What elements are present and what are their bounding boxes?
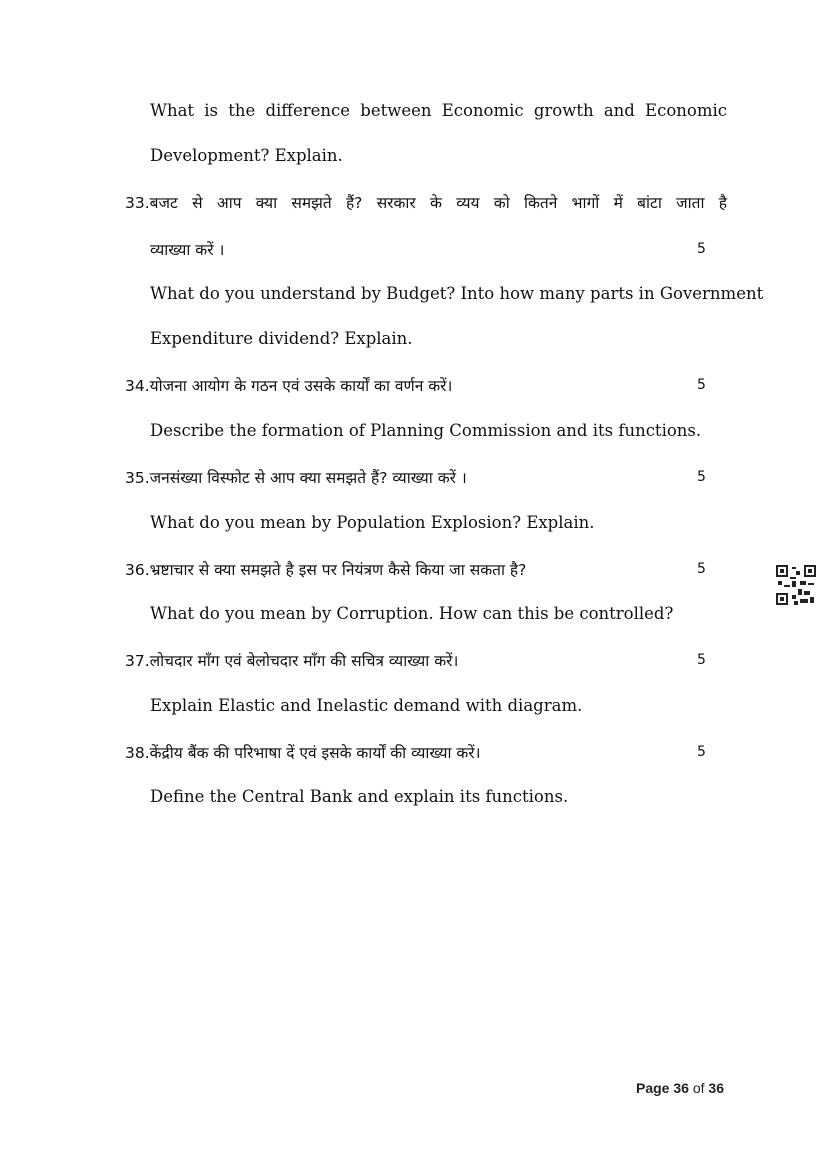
q37-marks: 5 [697, 652, 706, 668]
q37-english: Explain Elastic and Inelastic demand with diagram. [150, 696, 583, 715]
page-number-footer [636, 1080, 724, 1096]
q35-hindi: 35.जनसंख्या विस्फोट से आप क्या समझते हैं? व्याख्या करें । [125, 469, 467, 487]
q33-english-line-2: Expenditure dividend? Explain. [150, 329, 413, 348]
q33-english-line-1: What do you understand by Budget? Into how many parts in Government [150, 284, 764, 303]
of-label: of [692, 1080, 705, 1096]
q33-marks: 5 [697, 241, 706, 257]
q33-hindi-line-2: व्याख्या करें । [150, 241, 225, 259]
q36-english: What do you mean by Corruption. How can this be controlled? [150, 604, 674, 623]
q32-english-line-2: Development? Explain. [150, 146, 343, 165]
q38-english: Define the Central Bank and explain its functions. [150, 787, 569, 806]
q32-english-line-1: What is the difference between Economic growth and Economic [150, 101, 727, 120]
page-label: Page [636, 1080, 670, 1096]
total-pages: 36 [708, 1080, 724, 1096]
qr-code-icon [776, 565, 816, 605]
current-page: 36 [673, 1080, 689, 1096]
q36-hindi: 36.भ्रष्टाचार से क्या समझते है इस पर नियंत्रण कैसे किया जा सकता है? [125, 561, 527, 579]
q34-hindi: 34.योजना आयोग के गठन एवं उसके कार्यों का वर्णन करें। [125, 377, 453, 395]
q37-hindi: 37.लोचदार माँग एवं बेलोचदार माँग की सचित्र व्याख्या करें। [125, 652, 459, 670]
q38-hindi: 38.केंद्रीय बैंक की परिभाषा दें एवं इसके कार्यों की व्याख्या करें। [125, 744, 481, 762]
q35-marks: 5 [697, 469, 706, 485]
q36-marks: 5 [697, 561, 706, 577]
q34-english: Describe the formation of Planning Commission and its functions. [150, 421, 702, 440]
q34-marks: 5 [697, 377, 706, 393]
q35-english: What do you mean by Population Explosion? Explain. [150, 513, 595, 532]
q33-hindi-line-1: 33.बजट से आप क्या समझते हैं? सरकार के व्यय को कितने भागों में बांटा जाता है [125, 194, 727, 212]
q38-marks: 5 [697, 744, 706, 760]
